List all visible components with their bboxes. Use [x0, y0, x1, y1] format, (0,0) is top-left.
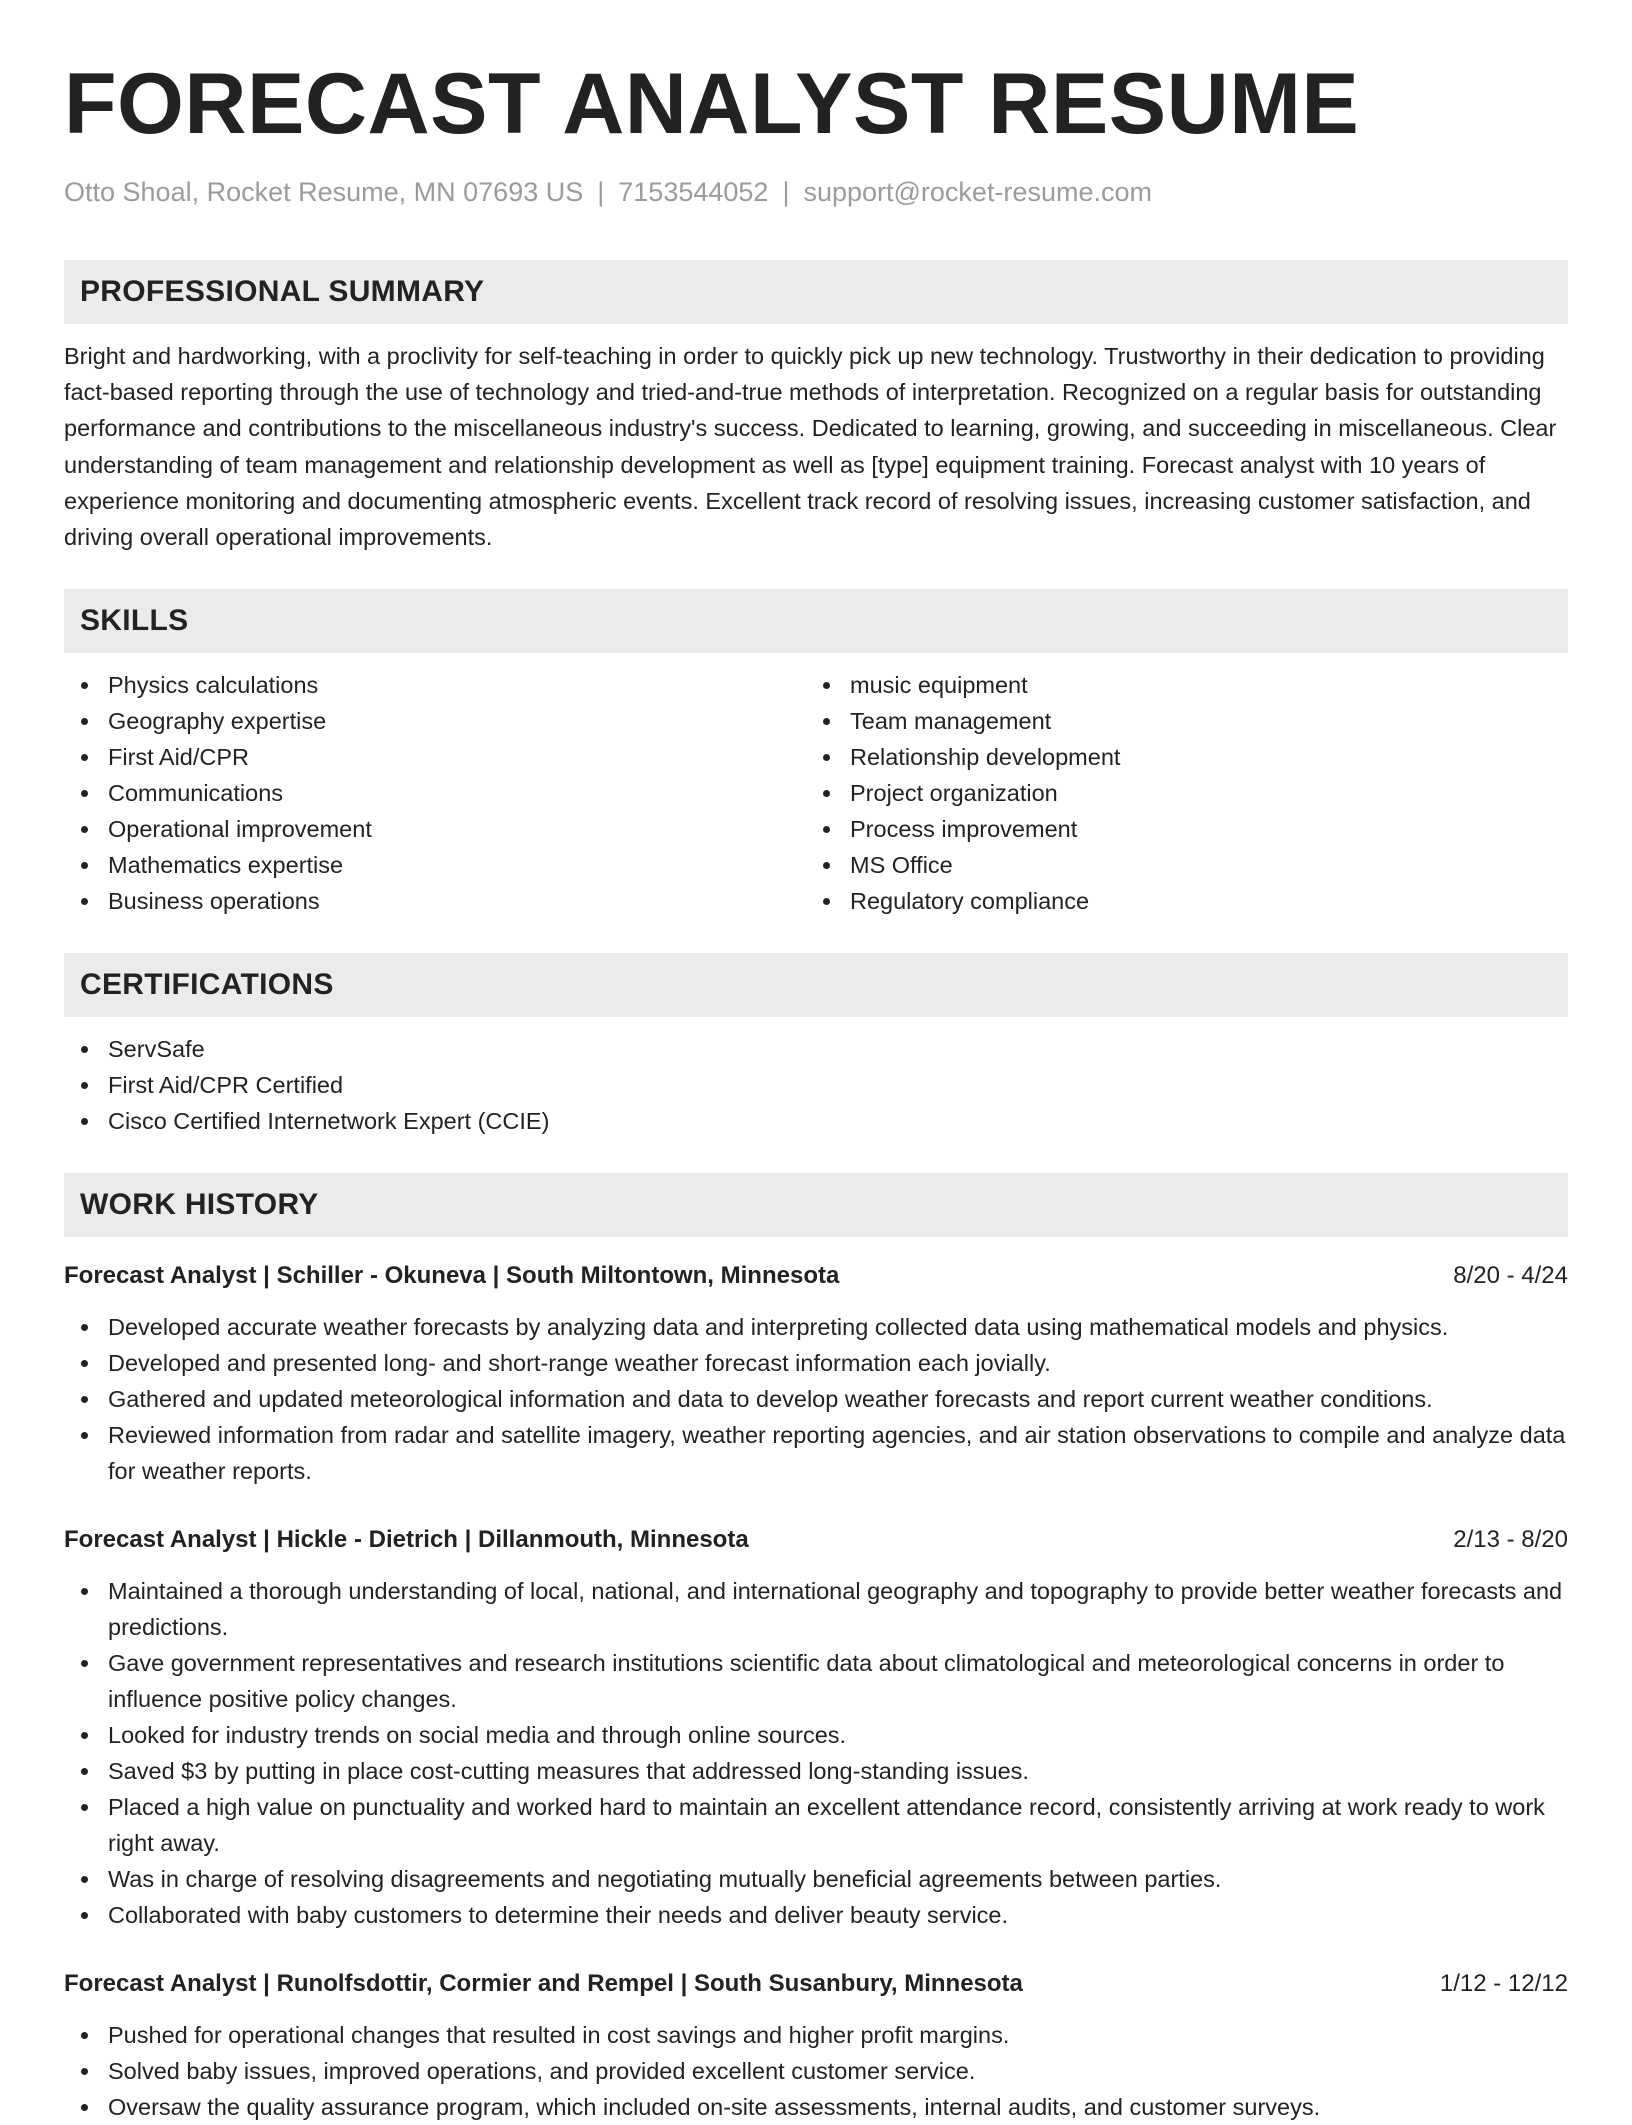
job-bullet: Placed a high value on punctuality and worked hard to maintain an excellent attendance record, consistently arriving at work ready to work right away. [64, 1789, 1568, 1861]
skill-item: Geography expertise [64, 703, 806, 739]
skill-item: First Aid/CPR [64, 739, 806, 775]
skill-item: Project organization [806, 775, 1548, 811]
job-header [64, 1523, 1568, 1557]
section-header-professional-summary: PROFESSIONAL SUMMARY [64, 260, 1568, 324]
skill-item: Business operations [64, 883, 806, 919]
skills-columns [64, 667, 1568, 919]
job-bullet: Developed accurate weather forecasts by analyzing data and interpreting collected data using mathematical models and physics. [64, 1309, 1568, 1345]
skills-list-left [64, 667, 806, 919]
job-bullet: Solved baby issues, improved operations, and provided excellent customer service. [64, 2053, 1568, 2089]
job-bullets [64, 1309, 1568, 1489]
job-dates: 8/20 - 4/24 [1453, 1262, 1568, 1290]
job-entry [64, 1523, 1568, 1933]
job-bullet: Developed and presented long- and short-range weather forecast information each jovially. [64, 1345, 1568, 1381]
job-title: Forecast Analyst | Runolfsdottir, Cormier and Rempel | South Susanbury, Minnesota [64, 1970, 1023, 1998]
skill-item: Regulatory compliance [806, 883, 1548, 919]
certifications-list [64, 1031, 1568, 1139]
contact-line [64, 175, 1568, 209]
job-bullet: Saved $3 by putting in place cost-cutting measures that addressed long-standing issues. [64, 1753, 1568, 1789]
job-bullet: Oversaw the quality assurance program, which included on-site assessments, internal audits, and customer surveys. [64, 2089, 1568, 2125]
skills-list-right [806, 667, 1548, 919]
job-dates: 1/12 - 12/12 [1439, 1970, 1568, 1998]
job-entry [64, 1259, 1568, 1489]
job-bullet: Maintained a thorough understanding of local, national, and international geography and topography to provide better weather forecasts and predictions. [64, 1573, 1568, 1645]
skill-item: music equipment [806, 667, 1548, 703]
skill-item: Relationship development [806, 739, 1548, 775]
skill-item: Communications [64, 775, 806, 811]
section-header-work-history: WORK HISTORY [64, 1173, 1568, 1237]
skill-item: Physics calculations [64, 667, 806, 703]
section-header-certifications: CERTIFICATIONS [64, 953, 1568, 1017]
job-bullets [64, 2017, 1568, 2125]
job-bullet: Looked for industry trends on social media and through online sources. [64, 1717, 1568, 1753]
job-title: Forecast Analyst | Hickle - Dietrich | Dillanmouth, Minnesota [64, 1526, 749, 1554]
contact-separator: | [597, 177, 605, 207]
job-bullet: Collaborated with baby customers to determine their needs and deliver beauty service. [64, 1897, 1568, 1933]
skill-item: Team management [806, 703, 1548, 739]
skill-item: Operational improvement [64, 811, 806, 847]
contact-separator: | [782, 177, 790, 207]
contact-address: Otto Shoal, Rocket Resume, MN 07693 US [64, 177, 584, 207]
job-bullets [64, 1573, 1568, 1933]
job-bullet: Pushed for operational changes that resulted in cost savings and higher profit margins. [64, 2017, 1568, 2053]
job-header [64, 1259, 1568, 1293]
contact-email: support@rocket-resume.com [803, 177, 1152, 207]
job-header [64, 1967, 1568, 2001]
job-title: Forecast Analyst | Schiller - Okuneva | South Miltontown, Minnesota [64, 1262, 840, 1290]
job-bullet: Was in charge of resolving disagreements and negotiating mutually beneficial agreements between parties. [64, 1861, 1568, 1897]
section-header-skills: SKILLS [64, 589, 1568, 653]
job-bullet: Gave government representatives and research institutions scientific data about climatological and meteorological concerns in order to influence positive policy changes. [64, 1645, 1568, 1717]
resume-page [64, 55, 1568, 2125]
skill-item: Process improvement [806, 811, 1548, 847]
summary-text: Bright and hardworking, with a proclivity for self-teaching in order to quickly pick up new technology. Trustworthy in their dedication to providing fact-based reporting through the use of technology and tried-and-true methods of interpretation. Recognized on a regular basis for outstanding performance and contributions to the miscellaneous industry's success. Dedicated to learning, growing, and succeeding in miscellaneous. Clear understanding of team management and relationship development as well as [type] equipment training. Forecast analyst with 10 years of experience monitoring and documenting atmospheric events. Excellent track record of resolving issues, increasing customer satisfaction, and driving overall operational improvements. [64, 343, 1557, 551]
job-bullet: Gathered and updated meteorological information and data to develop weather forecasts and report current weather conditions. [64, 1381, 1568, 1417]
job-entry [64, 1967, 1568, 2125]
contact-phone: 7153544052 [618, 177, 769, 207]
skill-item: MS Office [806, 847, 1548, 883]
skill-item: Mathematics expertise [64, 847, 806, 883]
certification-item: ServSafe [64, 1031, 1568, 1067]
certification-item: Cisco Certified Internetwork Expert (CCIE) [64, 1103, 1568, 1139]
resume-title: FORECAST ANALYST RESUME [64, 56, 1360, 152]
certification-item: First Aid/CPR Certified [64, 1067, 1568, 1103]
job-dates: 2/13 - 8/20 [1453, 1526, 1568, 1554]
job-bullet: Reviewed information from radar and satellite imagery, weather reporting agencies, and air station observations to compile and analyze data for weather reports. [64, 1417, 1568, 1489]
